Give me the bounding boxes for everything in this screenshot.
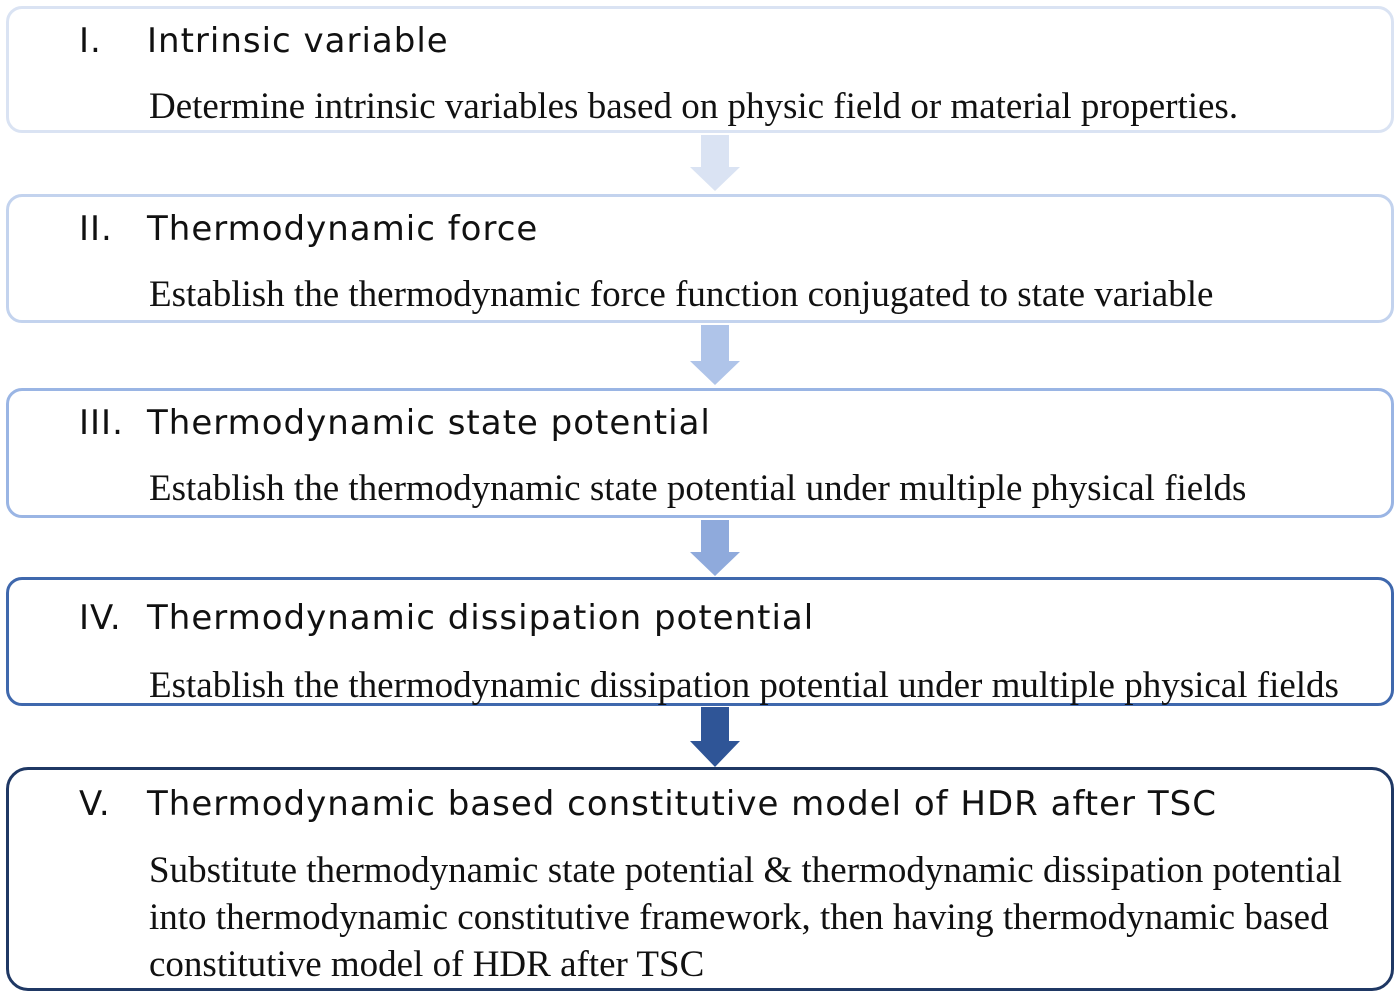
step-1-number: I.: [79, 21, 102, 61]
step-3-box: [6, 388, 1394, 518]
step-2-description: Establish the thermodynamic force function conjugated to state variable: [149, 274, 1214, 315]
step-1-title: Intrinsic variable: [147, 21, 449, 61]
step-4-title: Thermodynamic dissipation potential: [147, 598, 815, 638]
step-5-description-line-3: constitutive model of HDR after TSC: [149, 944, 705, 985]
step-4-heading: [79, 598, 814, 638]
step-5-title: Thermodynamic based constitutive model of HDR after TSC: [147, 784, 1217, 824]
step-2-box: [6, 194, 1394, 323]
step-3-description: Establish the thermodynamic state potential under multiple physical fields: [149, 468, 1247, 509]
step-5-description-line-1: Substitute thermodynamic state potential & thermodynamic dissipation potential: [149, 850, 1343, 891]
step-3-heading: [79, 403, 711, 443]
step-2-number: II.: [79, 209, 113, 249]
step-4-number: IV.: [79, 598, 122, 638]
step-1-heading: [79, 21, 449, 61]
step-4-description: Establish the thermodynamic dissipation potential under multiple physical fields: [149, 665, 1339, 706]
arrow-3-to-4: [690, 520, 740, 576]
arrow-4-to-5: [690, 707, 740, 767]
step-1-description: Determine intrinsic variables based on physic field or material properties.: [149, 86, 1239, 127]
arrow-1-to-2-shape: [690, 135, 740, 191]
step-2-title: Thermodynamic force: [147, 209, 539, 249]
step-1-box: [6, 6, 1394, 133]
step-5-box: [6, 767, 1394, 991]
arrow-4-to-5-shape: [690, 707, 740, 767]
arrow-1-to-2: [690, 135, 740, 191]
arrow-3-to-4-shape: [690, 520, 740, 576]
step-2-heading: [79, 209, 538, 249]
step-5-number: V.: [79, 784, 111, 824]
step-5-heading: [79, 784, 1217, 824]
step-3-title: Thermodynamic state potential: [147, 403, 711, 443]
step-5-description: [149, 847, 1383, 988]
arrow-2-to-3-shape: [690, 325, 740, 385]
step-5-description-line-2: into thermodynamic constitutive framework, then having thermodynamic based: [149, 897, 1329, 938]
step-3-number: III.: [79, 403, 124, 443]
step-4-box: [6, 577, 1394, 706]
arrow-2-to-3: [690, 325, 740, 385]
